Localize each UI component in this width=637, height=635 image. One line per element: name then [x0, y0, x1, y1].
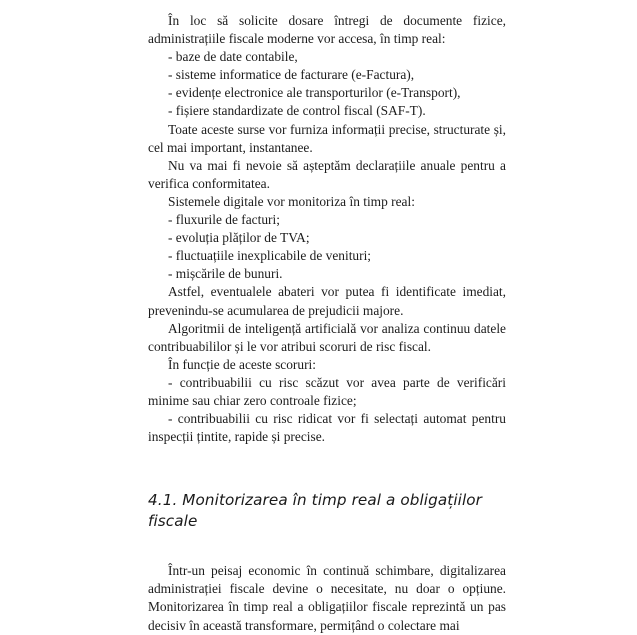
- section-heading-line-1: 4.1. Monitorizarea în timp real a obligațiilor: [148, 491, 483, 510]
- list-item-invoice-flows: - fluxurile de facturi;: [168, 212, 280, 228]
- paragraph-digital-systems-monitor: Sistemele digitale vor monitoriza în timp real:: [168, 193, 415, 209]
- spacer-before-heading: [148, 446, 506, 490]
- list-item-vat-payments-evolution: - evoluția plăților de TVA;: [168, 230, 310, 246]
- list-item-etransport-records: - evidențe electronice ale transporturilor (e-Transport),: [168, 85, 461, 101]
- spacer-after-heading: [148, 532, 506, 562]
- section-heading-4-1: [148, 490, 506, 532]
- list-item-high-risk-taxpayers: - contribuabilii cu risc ridicat vor fi selectați automat pentru inspecții țintite, rapide și precise.: [148, 411, 506, 445]
- list-item-einvoicing-systems: - sisteme informatice de facturare (e-Factura),: [168, 67, 415, 83]
- list-item-income-fluctuations: - fluctuațiile inexplicabile de venituri;: [168, 248, 372, 264]
- list-item-low-risk-taxpayers: - contribuabilii cu risc scăzut vor avea parte de verificări minime sau chiar zero controale fizice;: [148, 374, 506, 408]
- paragraph-deviations-identified: Astfel, eventualele abateri vor putea fi identificate imediat, prevenindu-se acumularea de prejudicii majore.: [148, 284, 506, 318]
- paragraph-based-on-scores: În funcție de aceste scoruri:: [168, 356, 316, 372]
- text-column: [148, 12, 506, 635]
- paragraph-intro-sources: În loc să solicite dosare întregi de documente fizice, administrațiile fiscale moderne vor accesa, în timp real:: [148, 13, 506, 47]
- paragraph-ai-risk-scoring: Algoritmii de inteligență artificială vor analiza continuu datele contribuabililor și le vor atribui scoruri de risc fiscal.: [148, 320, 506, 354]
- paragraph-no-annual-declarations: Nu va mai fi nevoie să așteptăm declarațiile anuale pentru a verifica conformitatea.: [148, 157, 506, 191]
- list-item-saft-files: - fișiere standardizate de control fiscal (SAF-T).: [168, 103, 426, 119]
- list-item-goods-movements: - mișcările de bunuri.: [168, 266, 283, 282]
- list-item-accounting-databases: - baze de date contabile,: [168, 49, 298, 65]
- paragraph-section-opening: Într-un peisaj economic în continuă schimbare, digitalizarea administrației fiscale devine o necesitate, nu doar o opțiune. Monitorizarea în timp real a obligațiilor fiscale reprezintă un pas decisiv în această transformare, permițând o colectare mai: [148, 563, 506, 633]
- paragraph-precise-information: Toate aceste surse vor furniza informații precise, structurate și, cel mai important, instantanee.: [148, 121, 506, 155]
- section-heading-line-2: fiscale: [148, 512, 198, 531]
